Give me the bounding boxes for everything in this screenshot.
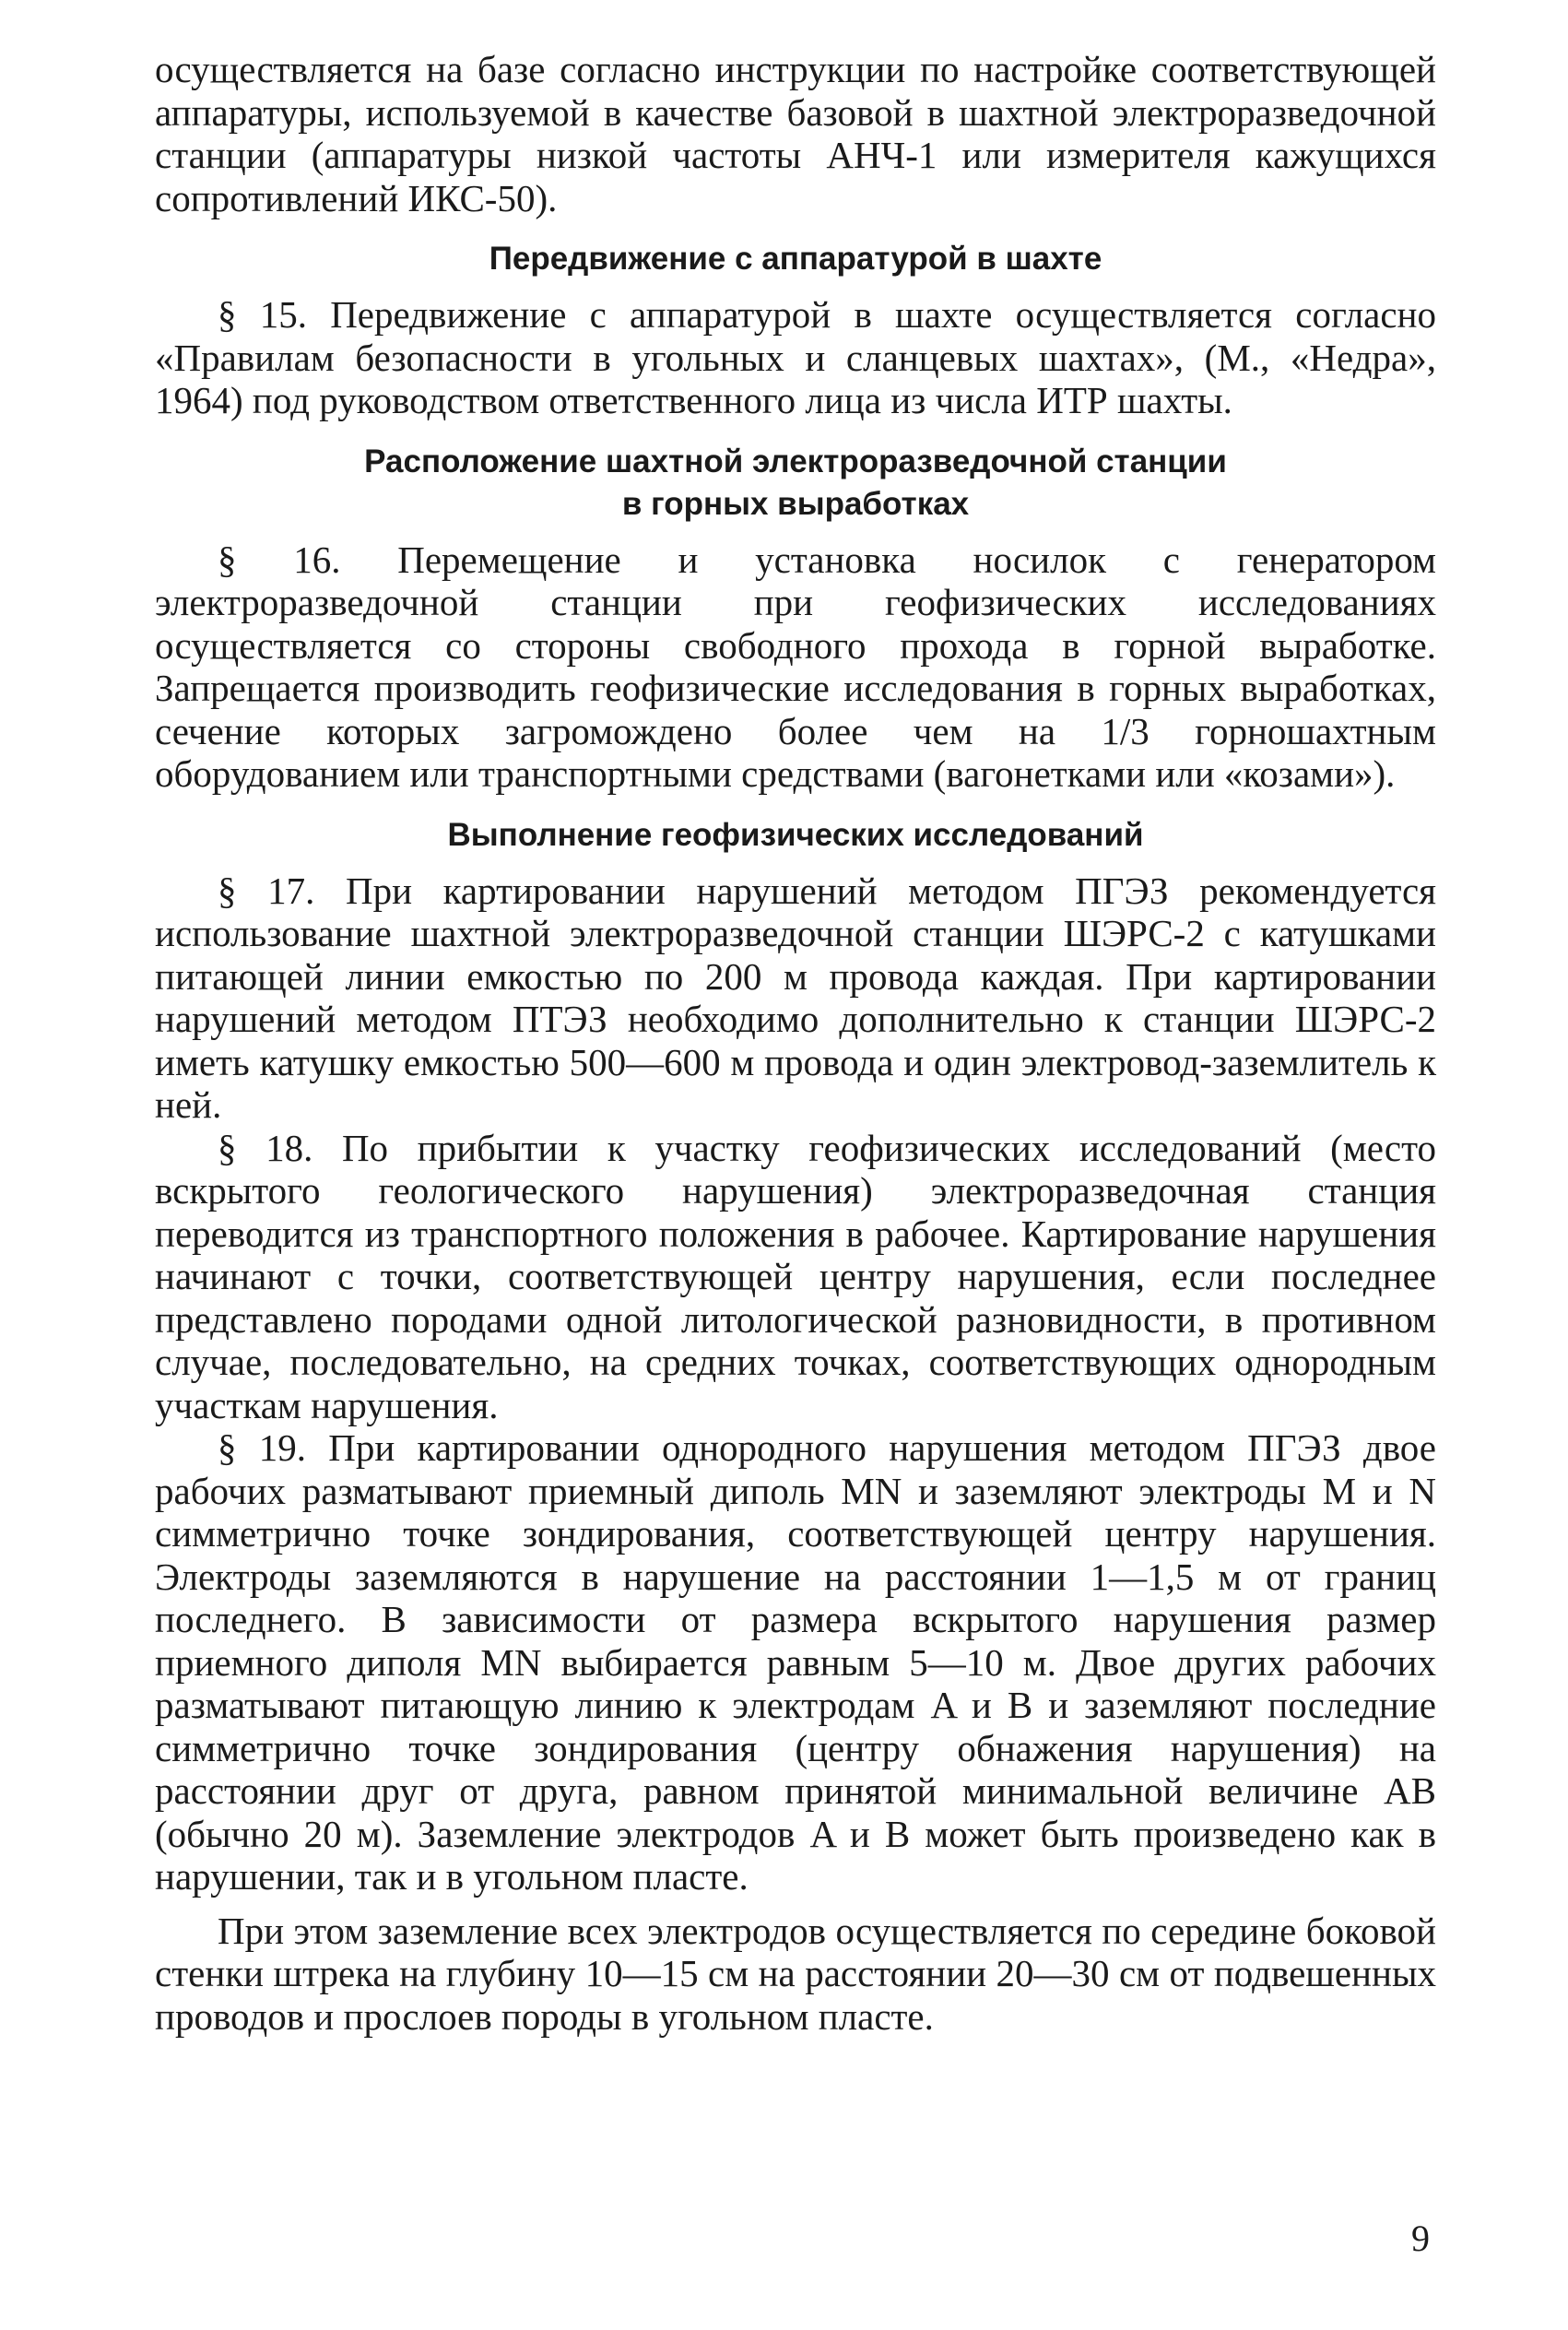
paragraph-16: § 16. Перемещение и установка носилок с генератором электроразведочной станции при геофизических исследованиях осуществляется со стороны свободного прохода в горной выработке. Запрещается производить геофизические исследования в горных выработках, сечение которых загромождено более чем на 1/3 горношахтным оборудованием или транспортными средствами (вагонетками или «козами»). xyxy=(155,538,1436,795)
page-number: 9 xyxy=(1411,2218,1430,2259)
document-page xyxy=(155,48,1436,2038)
heading-text: Выполнение геофизических исследований xyxy=(447,816,1144,853)
paragraph-15: § 15. Передвижение с аппаратурой в шахте осуществляется согласно «Правилам безопасности в угольных и сланцевых шахтах», (М., «Недра», 1964) под руководством ответственного лица из числа ИТР шахты. xyxy=(155,293,1436,421)
section-heading-geophysical-survey xyxy=(155,814,1436,857)
paragraph-intro: осуществляется на базе согласно инструкции по настройке соответствующей аппаратуры, используемой в качестве базовой в шахтной электроразведочной станции (аппаратуры низкой частоты АНЧ-1 или измерителя кажущихся сопротивлений ИКС-50). xyxy=(155,48,1436,219)
heading-text-line2: в горных выработках xyxy=(621,485,970,522)
section-heading-station-location xyxy=(155,441,1436,526)
paragraph-18: § 18. По прибытии к участку геофизических исследований (место вскрытого геологического нарушения) электроразведочная станция переводится из транспортного положения в рабочее. Картирование нарушения начинают с точки, соответствующей центру нарушения, если последнее представлено породами одной литологической разновидности, в противном случае, последовательно, на средних точках, соответствующих однородным участкам нарушения. xyxy=(155,1126,1436,1426)
section-heading-transport xyxy=(155,238,1436,280)
heading-text: Передвижение с аппаратурой в шахте xyxy=(489,241,1102,277)
paragraph-17: § 17. При картировании нарушений методом ПГЭЗ рекомендуется использование шахтной электроразведочной станции ШЭРС-2 с катушками питающей линии емкостью по 200 м провода каждая. При картировании нарушений методом ПТЭЗ необходимо дополнительно к станции ШЭРС-2 иметь катушку емкостью 500—600 м провода и один электровод-заземлитель к ней. xyxy=(155,869,1436,1126)
paragraph-19: § 19. При картировании однородного нарушения методом ПГЭЗ двое рабочих разматывают приемный диполь MN и заземляют электроды M и N симметрично точке зондирования, соответствующей центру нарушения. Электроды заземляются в нарушение на расстоянии 1—1,5 м от границ последнего. В зависимости от размера вскрытого нарушения размер приемного диполя MN выбирается равным 5—10 м. Двое других рабочих разматывают питающую линию к электродам A и B и заземляют последние симметрично точке зондирования (центру обнажения нарушения) на расстоянии друг от друга, равном принятой минимальной величине AB (обычно 20 м). Заземление электродов A и B может быть произведено как в нарушении, так и в угольном пласте. xyxy=(155,1426,1437,1898)
paragraph-20: При этом заземление всех электродов осуществляется по середине боковой стенки штрека на глубину 10—15 см на расстоянии 20—30 см от подвешенных проводов и прослоев породы в угольном пласте. xyxy=(155,1909,1436,2038)
heading-text-line1: Расположение шахтной электроразведочной станции xyxy=(364,443,1227,479)
